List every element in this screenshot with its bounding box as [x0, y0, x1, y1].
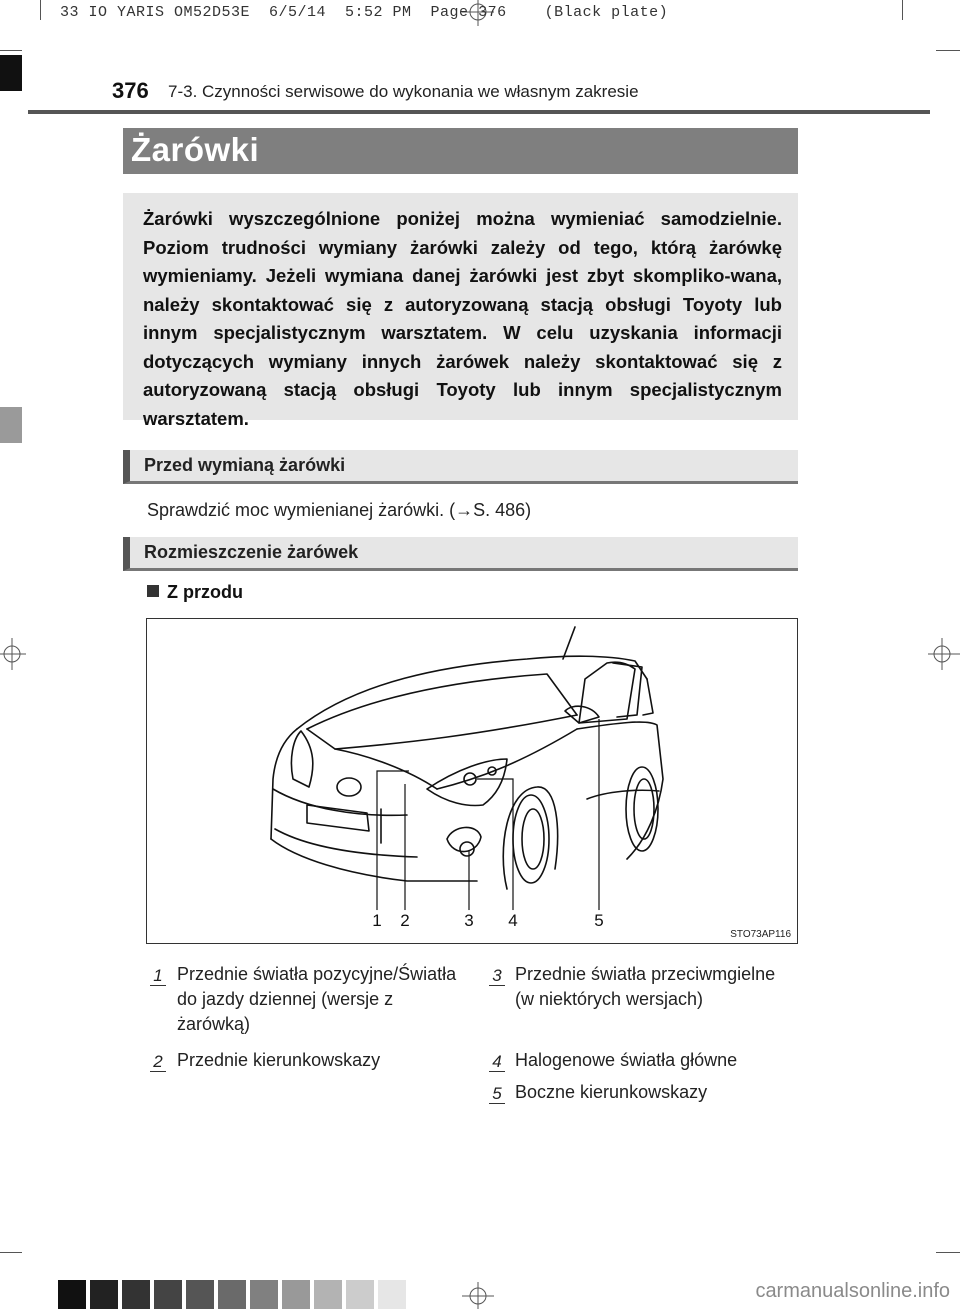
legend-text: Przednie światła pozycyjne/Światła do jazdy dziennej (wersje z żarówką) — [177, 964, 457, 1034]
callout-1: 1 — [372, 911, 382, 930]
section-header-before — [123, 450, 798, 484]
title-bar — [123, 128, 798, 174]
color-bar-swatch — [154, 1280, 182, 1309]
car-illustration — [147, 619, 797, 943]
section-header-location — [123, 537, 798, 571]
wattage-note: Sprawdzić moc wymienianej żarówki. (→S. 486) — [147, 500, 532, 520]
legend-text: Przednie kierunkowskazy — [177, 1050, 381, 1070]
subheading-front — [147, 582, 243, 603]
color-bar-swatch — [346, 1280, 374, 1309]
legend-item-2 — [177, 1048, 457, 1073]
callout-3: 3 — [464, 911, 474, 930]
intro-box — [123, 193, 798, 429]
legend-number: 5 — [489, 1084, 505, 1104]
callout-5: 5 — [594, 911, 604, 930]
chapter-side-tab — [0, 407, 22, 443]
callout-4: 4 — [508, 911, 518, 930]
figure-id: STO73AP116 — [730, 929, 791, 940]
section-heading: Przed wymianą żarówki — [144, 455, 346, 475]
legend-text: Przednie światła przeciwmgielne (w niektórych wersjach) — [515, 964, 776, 1009]
print-slug: 33 IO YARIS OM52D53E 6/5/14 5:52 PM Page 376 (Black plate) — [60, 4, 669, 21]
color-bar-swatch — [378, 1280, 406, 1309]
legend-number: 1 — [150, 966, 166, 986]
legend-item-5 — [515, 1080, 795, 1105]
color-bar-swatch — [218, 1280, 246, 1309]
callout-2: 2 — [400, 911, 410, 930]
legend-number: 2 — [150, 1052, 166, 1072]
section-heading: Rozmieszczenie żarówek — [144, 542, 359, 562]
chapter-title: 7-3. Czynności serwisowe do wykonania we własnym zakresie — [168, 82, 639, 101]
car-figure — [146, 618, 798, 944]
color-bar-swatch — [186, 1280, 214, 1309]
intro-text: Żarówki wyszczególnione poniżej można wymieniać samodzielnie. Poziom trudności wymiany żarówki zależy od tego, którą żarówkę wymieniamy. Jeżeli wymiana danej żarówki jest zbyt skompliko-wana, należy skontaktować się z autoryzowaną stacją obsługi Toyoty lub innym specjalistycznym warsztatem. W celu uzyskania informacji dotyczących wymiany innych żarówek należy skontaktować się z autoryzowaną stacją obsługi Toyoty lub innym specjalistycznym warsztatem. — [143, 208, 782, 429]
color-bar-swatch — [90, 1280, 118, 1309]
legend-text: Boczne kierunkowskazy — [515, 1082, 708, 1102]
legend-item-4 — [515, 1048, 795, 1073]
legend-item-3 — [515, 962, 795, 1012]
color-bar-swatch — [58, 1280, 86, 1309]
legend-item-1 — [177, 962, 457, 1037]
legend-text: Halogenowe światła główne — [515, 1050, 738, 1070]
color-bar-swatch — [250, 1280, 278, 1309]
square-bullet-icon — [147, 585, 159, 597]
subheading-label: Z przodu — [167, 582, 243, 602]
color-bar-swatch — [122, 1280, 150, 1309]
page-title: Żarówki — [131, 131, 260, 168]
header-rule — [28, 110, 930, 114]
black-tab — [0, 55, 22, 91]
color-bar-swatch — [282, 1280, 310, 1309]
legend-number: 3 — [489, 966, 505, 986]
color-bar-swatch — [314, 1280, 342, 1309]
page-number: 376 — [112, 78, 149, 103]
legend-number: 4 — [489, 1052, 505, 1072]
watermark: carmanualsonline.info — [755, 1280, 950, 1302]
